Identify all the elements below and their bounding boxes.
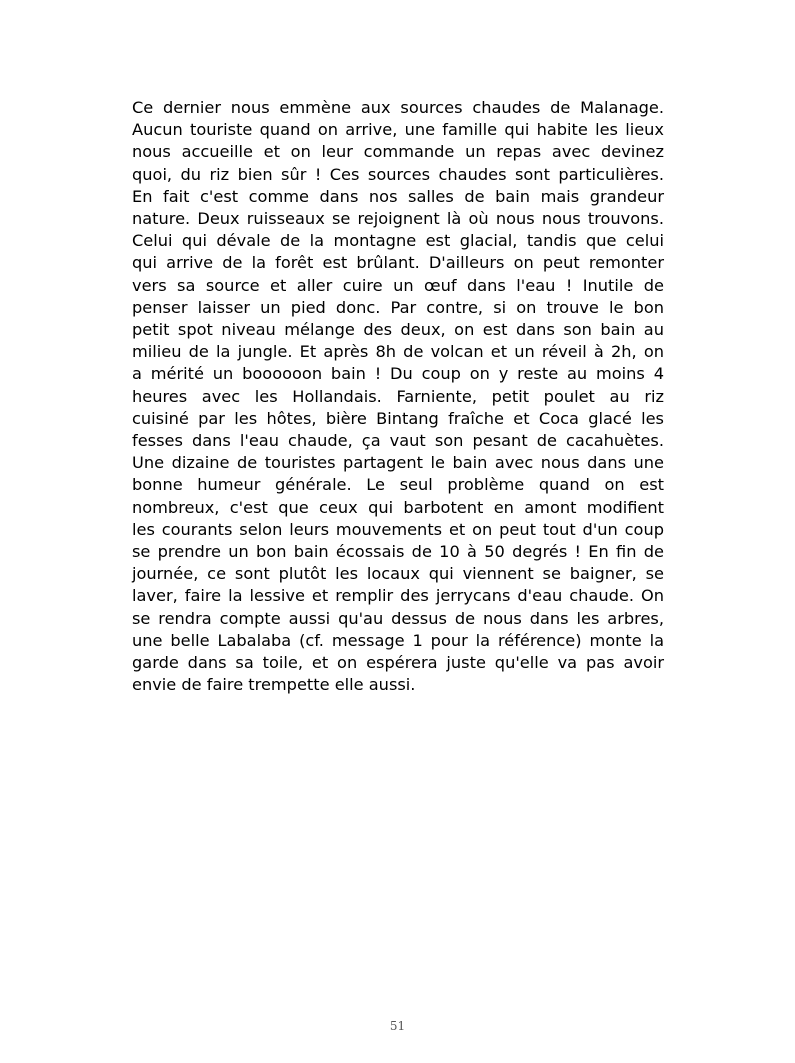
paragraph-line: vers sa source et aller cuire un œuf dans l'eau ! Inutile de	[132, 275, 664, 295]
paragraph-line: a mérité un boooooon bain ! Du coup on y reste au moins 4	[132, 364, 664, 384]
paragraph-line: milieu de la jungle. Et après 8h de volcan et un réveil à 2h, on	[132, 342, 664, 362]
paragraph-line: garde dans sa toile, et on espérera juste qu'elle va pas avoir	[132, 653, 664, 673]
paragraph-line: Celui qui dévale de la montagne est glacial, tandis que celui	[132, 231, 664, 251]
page-number: 51	[389, 1019, 406, 1033]
paragraph-line: fesses dans l'eau chaude, ça vaut son pesant de cacahuètes.	[132, 431, 664, 451]
paragraph-line: heures avec les Hollandais. Farniente, petit poulet au riz	[132, 386, 664, 406]
paragraph-line: Une dizaine de touristes partagent le bain avec nous dans une	[132, 453, 664, 473]
paragraph-line-last: envie de faire trempette elle aussi.	[132, 675, 416, 695]
paragraph-line: quoi, du riz bien sûr ! Ces sources chaudes sont particulières.	[132, 164, 664, 184]
paragraph-line: nature. Deux ruisseaux se rejoignent là où nous nous trouvons.	[132, 209, 664, 229]
paragraph-line: En fait c'est comme dans nos salles de bain mais grandeur	[132, 186, 664, 206]
paragraph-line: Aucun touriste quand on arrive, une famille qui habite les lieux	[132, 120, 664, 140]
paragraph-line: les courants selon leurs mouvements et on peut tout d'un coup	[132, 519, 664, 539]
paragraph-line: une belle Labalaba (cf. message 1 pour la référence) monte la	[132, 630, 664, 650]
paragraph-line: petit spot niveau mélange des deux, on est dans son bain au	[132, 320, 664, 340]
paragraph-line: bonne humeur générale. Le seul problème quand on est	[132, 475, 664, 495]
paragraph-line: penser laisser un pied donc. Par contre, si on trouve le bon	[132, 297, 664, 317]
paragraph-line: journée, ce sont plutôt les locaux qui viennent se baigner, se	[132, 564, 664, 584]
paragraph-line: se prendre un bon bain écossais de 10 à 50 degrés ! En fin de	[132, 542, 664, 562]
paragraph-line: laver, faire la lessive et remplir des jerrycans d'eau chaude. On	[132, 586, 664, 606]
paragraph-line: cuisiné par les hôtes, bière Bintang fraîche et Coca glacé les	[132, 408, 664, 428]
paragraph-line: Ce dernier nous emmène aux sources chaudes de Malanage.	[132, 98, 664, 117]
paragraph-line: se rendra compte aussi qu'au dessus de nous dans les arbres,	[132, 608, 664, 628]
paragraph-line: nombreux, c'est que ceux qui barbotent en amont modifient	[132, 497, 664, 517]
body-paragraph	[132, 97, 664, 696]
paragraph-line: qui arrive de la forêt est brûlant. D'ailleurs on peut remonter	[132, 253, 664, 273]
paragraph-line: nous accueille et on leur commande un repas avec devinez	[132, 142, 664, 162]
